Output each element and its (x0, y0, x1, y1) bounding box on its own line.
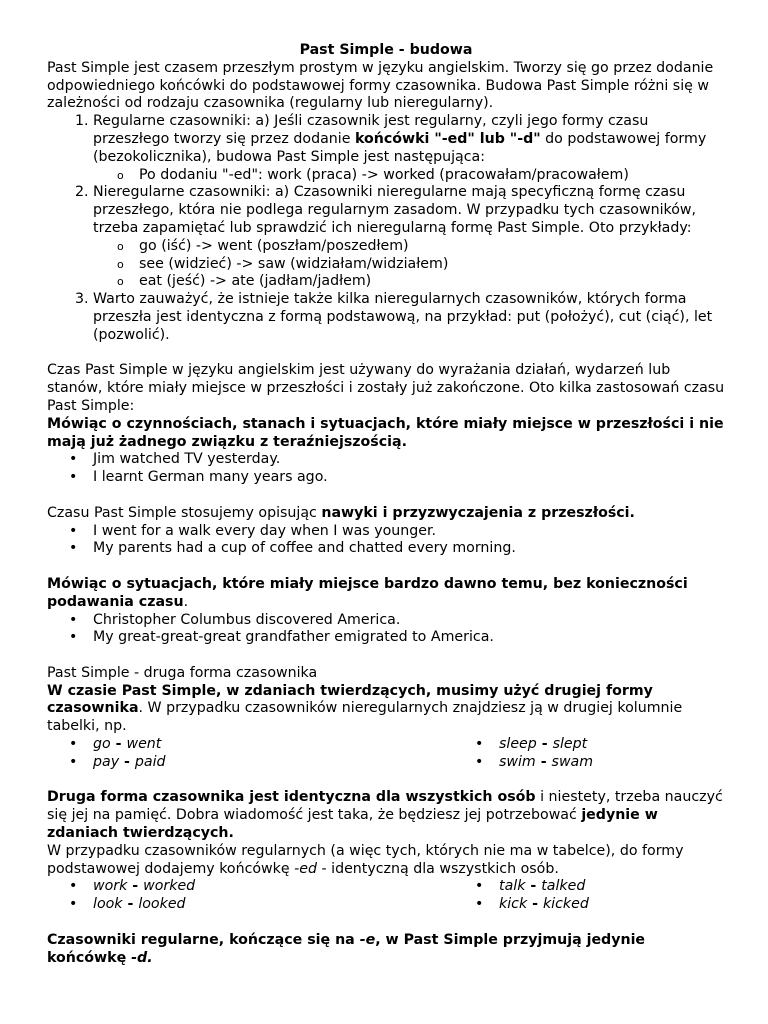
regular-text-a: W przypadku czasowników regularnych (a więc tych, których nie ma w tabelce), do formy podstawowej dodajemy końcówkę (47, 842, 684, 877)
usage2-text: Czasu Past Simple stosujemy opisując (47, 504, 322, 521)
identical-paragraph (47, 789, 725, 842)
final-paragraph (47, 932, 725, 968)
verb-separator: - (535, 753, 552, 770)
final-text-b: , w Past Simple przyjmują jedynie końcówkę (47, 931, 646, 966)
verb-past: went (126, 736, 162, 753)
list-item (499, 754, 768, 772)
verb-separator: - (119, 753, 135, 770)
usage2-examples (47, 523, 725, 559)
list-item (499, 736, 768, 754)
final-text-a: Czasowniki regularne, kończące się na (47, 931, 360, 948)
list-item-identical: 3. Warto zauważyć, że istnieje także kilka nieregularnych czasowników, których forma przeszła jest identyczna z formą podstawową, na przykład: put (położyć), cut (ciąć), let (pozwolić). (93, 291, 725, 344)
second-form-rest: . W przypadku czasowników nieregularnych znajdziesz ją w drugiej kolumnie tabelki, np. (47, 700, 683, 735)
list-item-irregular (93, 184, 725, 291)
irregular-sublist (93, 238, 725, 291)
verb-past: swam (551, 753, 594, 770)
document-title: Past Simple - budowa (299, 42, 473, 58)
intro-paragraph: Past Simple jest czasem przeszłym prostym w języku angielskim. Tworzy się go przez dodanie odpowiedniego końcówki do podstawowej formy czasownika. Budowa Past Simple różni się w zależności od rodzaju czasownika (regularny lub nieregularny). (47, 59, 714, 112)
regular-examples-right (453, 878, 768, 914)
document-page (47, 42, 725, 967)
list-item: • Jim watched TV yesterday. (93, 451, 725, 469)
verb-base: look (93, 896, 123, 913)
verb-separator: - (536, 736, 553, 753)
usage3-paragraph (47, 576, 725, 612)
list-item: • I learnt German many years ago. (93, 469, 725, 487)
list-item: o see (widzieć) -> saw (widziałam/widziałem) (139, 256, 725, 274)
list-item: • My parents had a cup of coffee and chatted every morning. (93, 540, 725, 558)
verb-separator: - (527, 896, 543, 913)
verb-base: sleep (499, 736, 537, 753)
final-ending-d: -d. (131, 949, 153, 966)
regular-text: Regularne czasowniki: a) Jeśli czasownik jest regularny, czyli jego formy czasu przeszłego tworzy się przez dodanie (93, 113, 649, 147)
regular-ending: -ed (294, 860, 317, 877)
usage2-bold: nawyki i przyzwyczajenia z przeszłości. (321, 504, 635, 521)
regular-text-cont: do podstawowej formy (bezokolicznika), budowa Past Simple jest następująca: (93, 130, 707, 165)
list-item (93, 736, 453, 754)
verb-base: work (93, 878, 128, 895)
verb-separator: - (122, 896, 139, 913)
list-item (93, 878, 453, 896)
verb-past: worked (143, 878, 196, 895)
list-item: • Christopher Columbus discovered America. (93, 612, 725, 630)
verb-base: swim (499, 753, 536, 770)
list-item: • My great-great-great grandfather emigrated to America. (93, 629, 725, 647)
list-item (499, 878, 768, 896)
verb-base: kick (499, 896, 528, 913)
verb-separator: - (525, 878, 542, 895)
second-form-paragraph (47, 683, 725, 736)
irregular-examples-right (453, 736, 768, 772)
verb-past: looked (138, 896, 186, 913)
final-ending-e: -e (359, 931, 376, 948)
regular-ending-bold: końcówki "-ed" lub "-d" (354, 130, 541, 147)
identical-text: i niestety, trzeba nauczyć się jej na pamięć. Dobra wiadomość jest taka, że będziesz jej potrzebować (47, 789, 723, 824)
verb-separator: - (110, 736, 127, 753)
verb-past: talked (541, 878, 586, 895)
identical-bold: Druga forma czasownika jest identyczna dla wszystkich osób (47, 789, 536, 806)
regular-sublist (93, 167, 725, 185)
verb-base: pay (93, 753, 120, 770)
verb-past: kicked (542, 896, 589, 913)
usage-intro: Czas Past Simple w języku angielskim jest używany do wyrażania działań, wydarzeń lub stanów, które miały miejsce w przeszłości i zostały już zakończone. Oto kilka zastosowań czasu Past Simple: (47, 362, 725, 414)
irregular-examples-columns (47, 736, 725, 772)
verb-base: talk (499, 878, 526, 895)
identical-bold2: jedynie w zdaniach twierdzących. (47, 807, 658, 842)
list-item (499, 896, 768, 914)
list-item: o eat (jeść) -> ate (jadłam/jadłem) (139, 273, 725, 291)
second-form-title: Past Simple - druga forma czasownika (47, 664, 318, 681)
irregular-text: Nieregularne czasowniki: a) Czasowniki nieregularne mają specyficzną formę czasu przeszłego, która nie podlega regularnym zasadom. W przypadku tych czasowników, trzeba zapamiętać lub sprawdzić ich nieregularną formę Past Simple. Oto przykłady: (93, 184, 697, 236)
usage1-heading: Mówiąc o czynnościach, stanach i sytuacjach, które miały miejsce w przeszłości i nie mają już żadnego związku z teraźniejszością. (47, 415, 724, 450)
usage3-examples (47, 612, 725, 648)
regular-text-b: - identyczną dla wszystkich osób. (316, 860, 559, 877)
list-item (93, 896, 453, 914)
list-item (93, 754, 453, 772)
verb-separator: - (127, 878, 144, 895)
final-bold (47, 932, 645, 966)
usage2-paragraph (47, 505, 725, 523)
second-form-bold: W czasie Past Simple, w zdaniach twierdzących, musimy użyć drugiej formy czasownika (47, 682, 653, 717)
regular-paragraph (47, 843, 725, 879)
verb-past: slept (552, 736, 588, 753)
usage3-heading: Mówiąc o sytuacjach, które miały miejsce bardzo dawno temu, bez konieczności podawania czasu (47, 575, 688, 610)
regular-examples-left (47, 878, 453, 914)
list-item-regular (93, 113, 725, 184)
verb-base: go (93, 736, 111, 753)
verb-past: paid (134, 753, 166, 770)
construction-list (47, 113, 725, 344)
list-item: • I went for a walk every day when I was younger. (93, 523, 725, 541)
regular-examples-columns (47, 878, 725, 914)
irregular-examples-left (47, 736, 453, 772)
list-item: o Po dodaniu "-ed": work (praca) -> worked (pracowałam/pracowałem) (139, 167, 725, 185)
list-item: o go (iść) -> went (poszłam/poszedłem) (139, 238, 725, 256)
usage3-dot: . (183, 593, 189, 610)
usage1-examples (47, 451, 725, 487)
